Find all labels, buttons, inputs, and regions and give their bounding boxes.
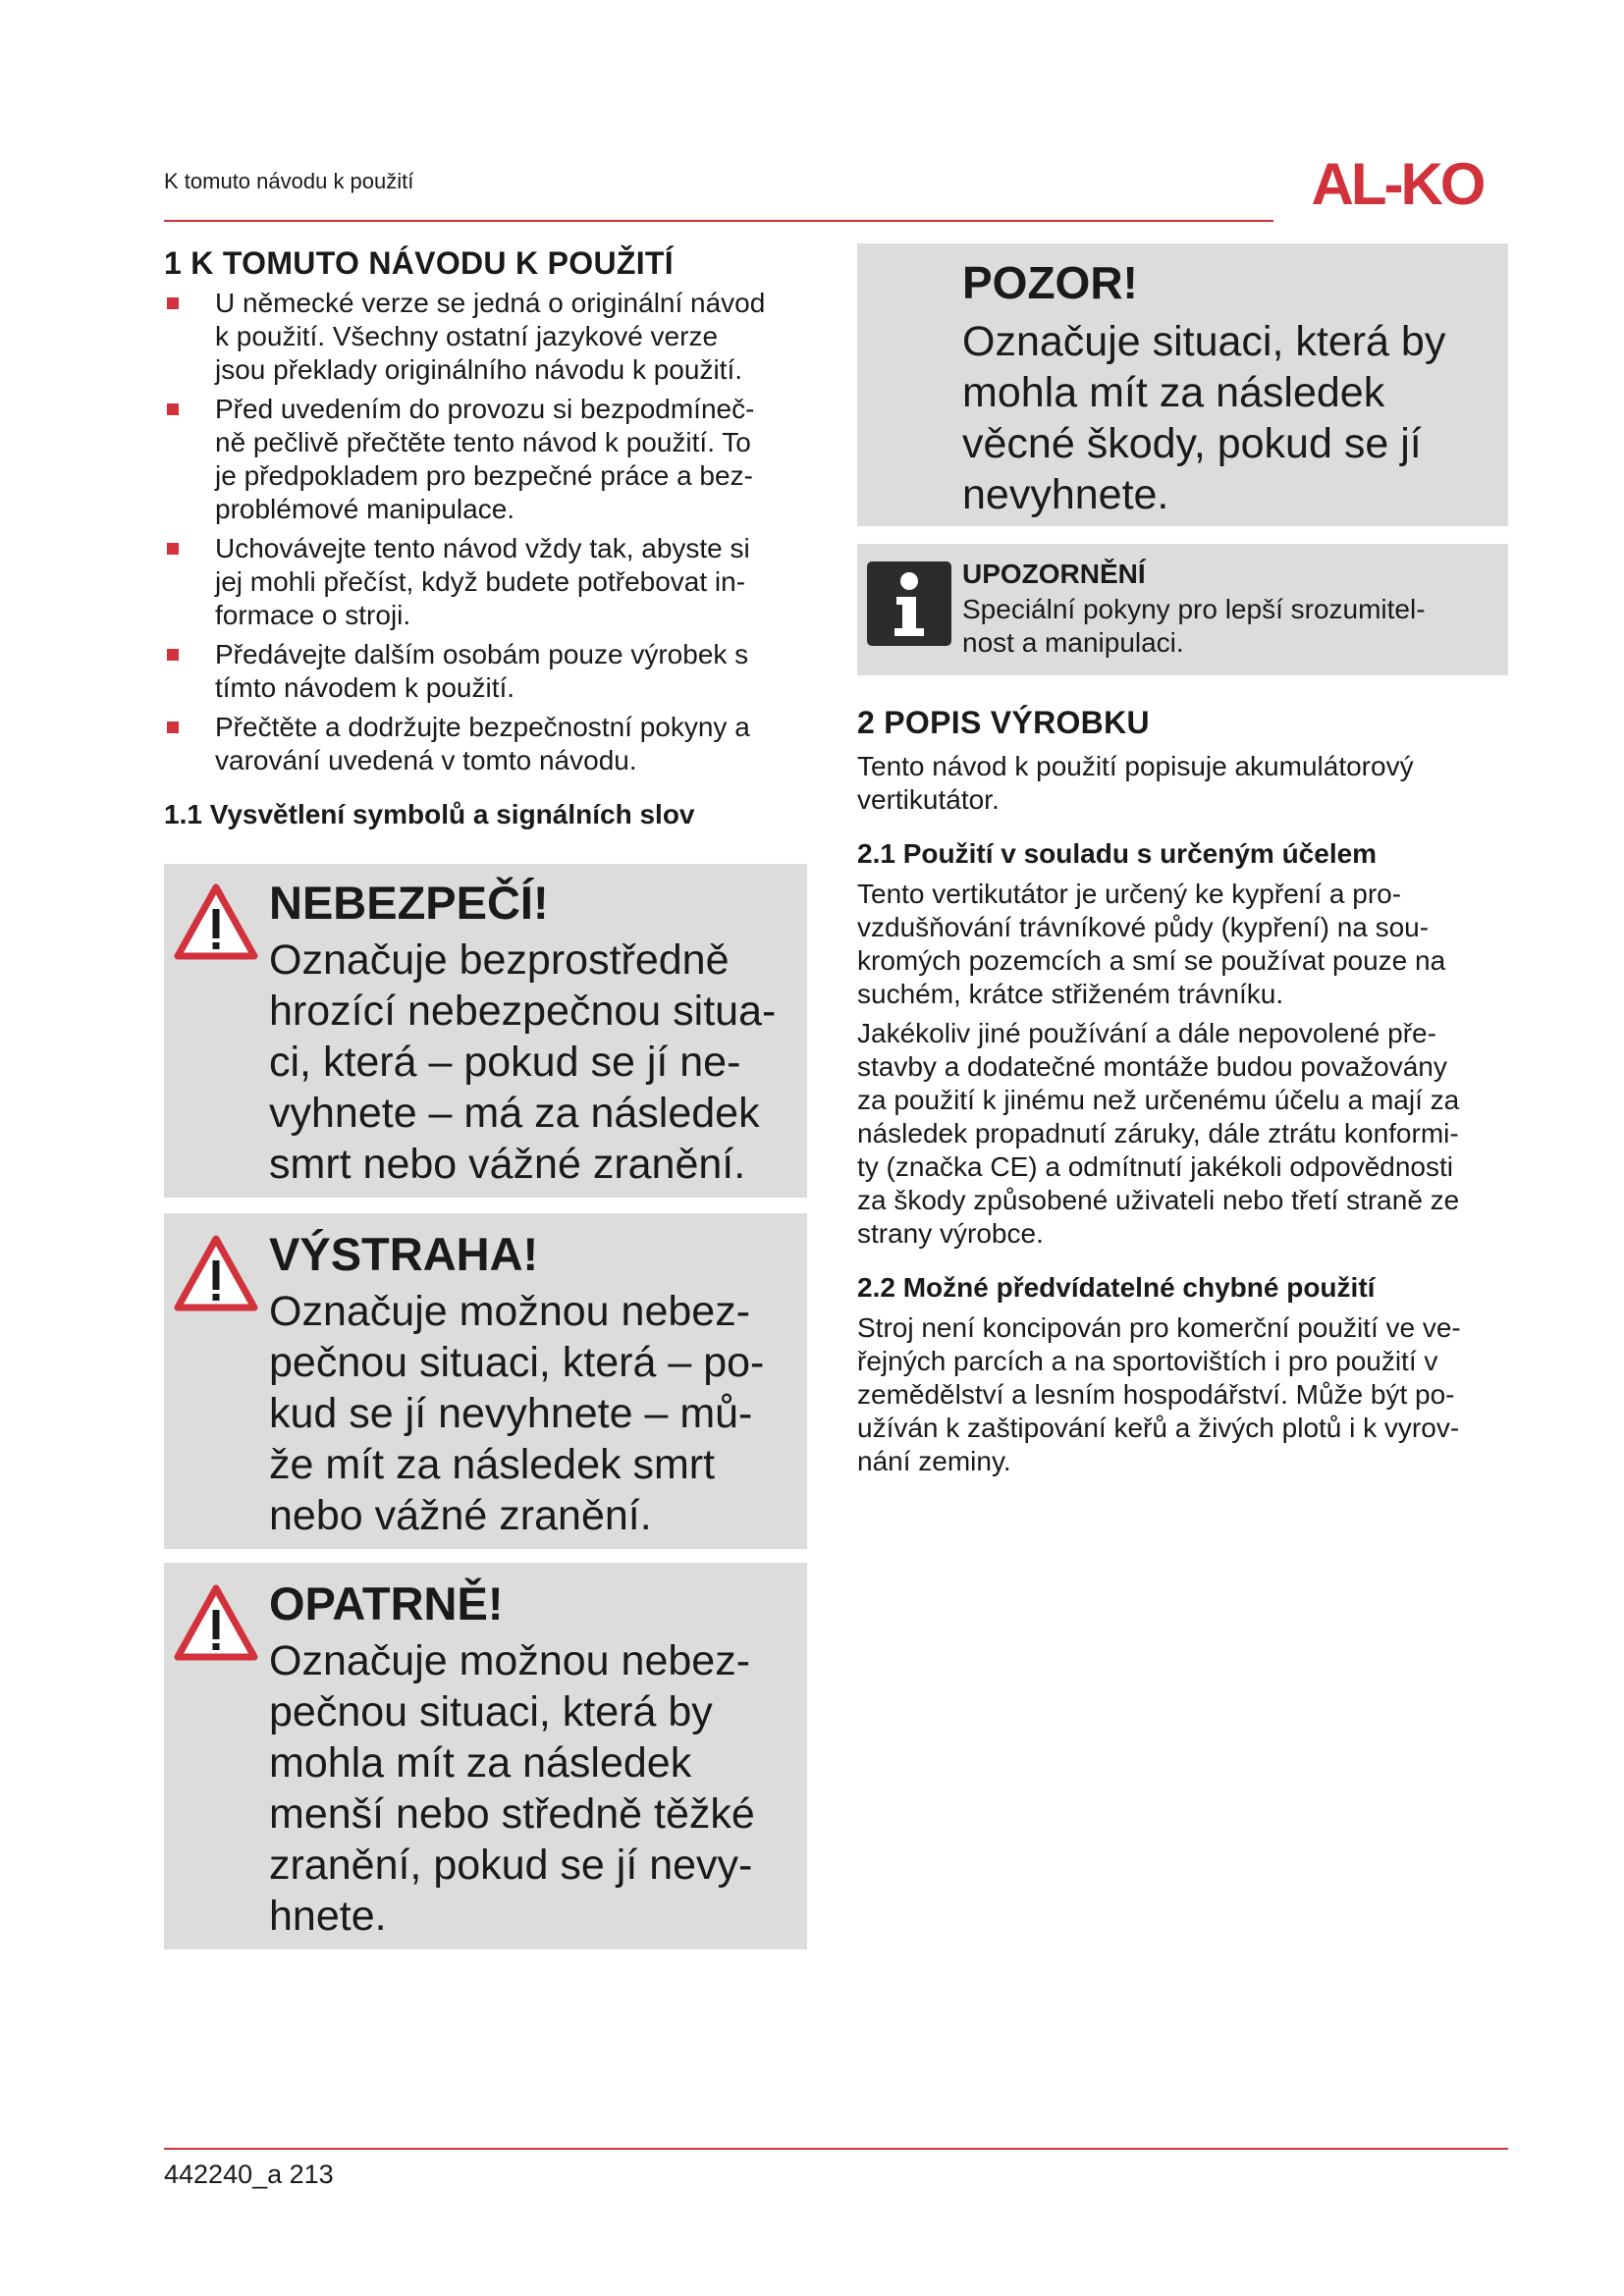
footer-page-id: 442240_a 213 (164, 2160, 334, 2189)
danger-description: Označuje bezprostředně hrozící nebezpečnou situa- ci, která – pokud se jí ne- vyhnete – má za následek smrt nebo vážné zranění. (269, 936, 777, 1188)
danger-signal-word: NEBEZPEČÍ! (269, 877, 549, 929)
notice-description: Označuje situaci, která by mohla mít za následek věcné škody, pokud se jí nevyhnete. (962, 318, 1446, 518)
notice-signal-word: POZOR! (962, 257, 1138, 308)
bullet-item: Předávejte dalším osobám pouze výrobek s tímto návodem k použití. (164, 638, 807, 705)
section-2-1-para-1: Tento vertikutátor je určený ke kypření a pro- vzdušňování trávníkové půdy (kypření) na sou- kromých pozemcích a smí se používat pouze na suchém, krátce střiženém trávníku. (857, 879, 1446, 1009)
section-2-block (857, 705, 1508, 1478)
section-2-2-heading: 2.2 Možné předvídatelné chybné použití (857, 1272, 1376, 1303)
caution-box (164, 1563, 807, 1949)
page-header-title: K tomuto návodu k použití (164, 169, 414, 193)
section-1-heading: 1 K TOMUTO NÁVODU K POUŽITÍ (164, 245, 674, 281)
info-description: Speciální pokyny pro lepší srozumitel- nost a manipulaci. (962, 594, 1426, 658)
bullet-item: U německé verze se jedná o originální návod k použití. Všechny ostatní jazykové verze jsou překlady originálního návodu k použití. (164, 287, 807, 387)
caution-signal-word: OPATRNĚ! (269, 1577, 504, 1629)
section-2-text: Tento návod k použití popisuje akumulátorový vertikutátor. (857, 751, 1414, 815)
warning-triangle-icon (173, 1233, 259, 1313)
bullet-item: Před uvedením do provozu si bezpodmíneč- ně pečlivě přečtěte tento návod k použití. To je předpokladem pro bezpečné práce a bez- problémové manipulace. (164, 393, 807, 526)
bullet-square-icon (167, 649, 179, 661)
alko-logo (1286, 157, 1508, 212)
warning-triangle-icon (173, 881, 259, 962)
section-2-heading: 2 POPIS VÝROBKU (857, 705, 1150, 740)
left-column (164, 245, 807, 830)
bullet-square-icon (167, 543, 179, 555)
info-icon (867, 561, 951, 646)
bullet-square-icon (167, 297, 179, 309)
bullet-item: Uchovávejte tento návod vždy tak, abyste si jej mohli přečíst, když budete potřebovat in- formace o stroji. (164, 532, 807, 632)
bullet-square-icon (167, 403, 179, 415)
alko-logo-text: AL-KO (1311, 157, 1484, 212)
section-2-2-text: Stroj není koncipován pro komerční použití ve ve- řejných parcích a na sportovištích i pro použití v zemědělství a lesním hospodářství. Může být po- užíván k zaštipování keřů a živých plotů i k vyrov- nání zeminy. (857, 1312, 1461, 1476)
info-box (857, 544, 1508, 675)
section-1-1-heading: 1.1 Vysvětlení symbolů a signálních slov (164, 799, 695, 829)
info-signal-word: UPOZORNĚNÍ (962, 559, 1146, 589)
header-divider (164, 220, 1273, 222)
caution-description: Označuje možnou nebez- pečnou situaci, která by mohla mít za následek menší nebo středně těžké zranění, pokud se jí nevy- hnete. (269, 1637, 755, 1940)
bullet-square-icon (167, 721, 179, 733)
notice-box (857, 243, 1508, 526)
section-2-1-para-2: Jakékoliv jiné používání a dále nepovolené pře- stavby a dodatečné montáže budou považovány za použití k jinému než určenému účelu a mají za následek propadnutí záruky, dále ztrátu konformi- ty (značka CE) a odmítnutí jakékoli odpovědnosti za škody způsobené uživateli nebo třetí straně ze strany výrobce. (857, 1018, 1460, 1249)
warning-triangle-icon (173, 1582, 259, 1663)
section-1-bullets (164, 287, 807, 777)
danger-box (164, 864, 807, 1198)
section-2-1-heading: 2.1 Použití v souladu s určeným účelem (857, 838, 1378, 869)
warning-box (164, 1213, 807, 1549)
footer-divider (164, 2148, 1508, 2150)
warning-description: Označuje možnou nebez- pečnou situaci, která – po- kud se jí nevyhnete – mů- že mít za následek smrt nebo vážné zranění. (269, 1288, 765, 1539)
warning-signal-word: VÝSTRAHA! (269, 1228, 539, 1280)
bullet-item: Přečtěte a dodržujte bezpečnostní pokyny a varování uvedená v tomto návodu. (164, 711, 807, 777)
